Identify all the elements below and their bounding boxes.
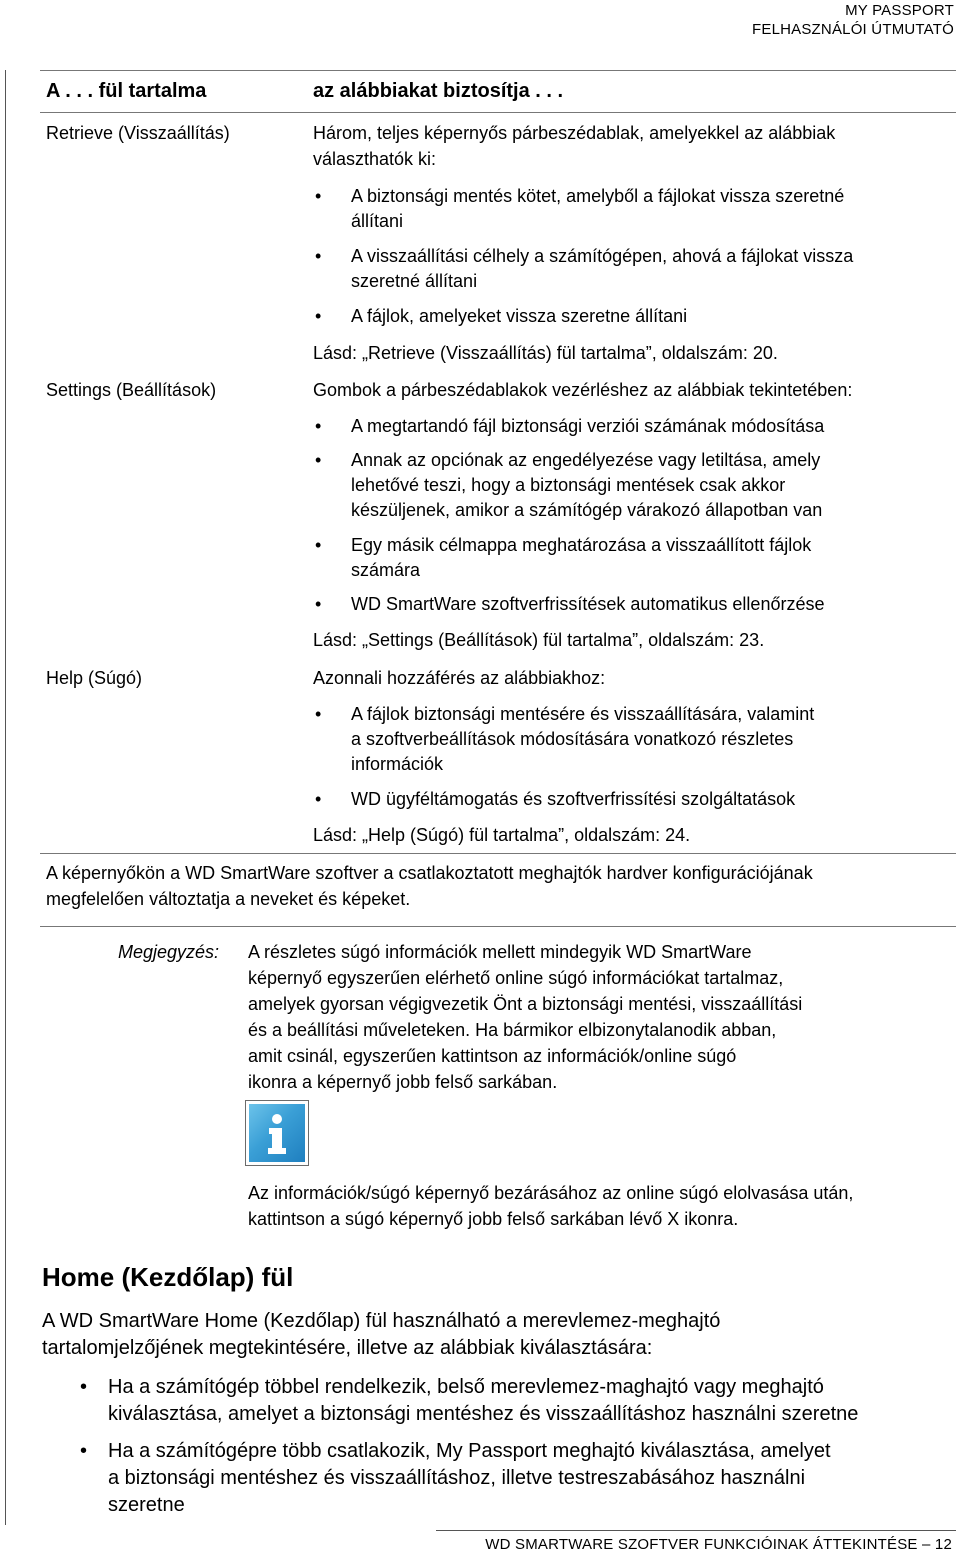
note-line: képernyő egyszerűen elérhető online súgó információkat tartalmaz, [248,968,784,988]
table-header-rule [40,112,956,113]
see-reference: Lásd: „Help (Súgó) fül tartalma”, oldalszám: 24. [313,825,691,845]
bullet-icon: • [315,416,322,436]
page-footer: WD SMARTWARE SZOFTVER FUNKCIÓINAK ÁTTEKINTÉSE – 12 [485,1536,952,1553]
bullet-icon: • [315,535,322,555]
row-label-settings: Settings (Beállítások) [46,380,217,400]
list-item-line: A biztonsági mentés kötet, amelyből a fájlokat vissza szeretné [351,186,845,206]
list-item-line: A fájlok, amelyeket vissza szeretne állítani [351,306,688,326]
list-item-line: számára [351,560,421,580]
bullet-icon: • [315,789,322,809]
note-line: A részletes súgó információk mellett mindegyik WD SmartWare [248,942,752,962]
list-item-line: a szoftverbeállítások módosítására vonatkozó részletes [351,729,794,749]
page-header [752,1,954,39]
intro-line: tartalomjelzőjének megtekintésére, illetve az alábbiak kiválasztására: [42,1337,653,1359]
section-intro [42,1308,720,1362]
list-item [315,414,825,439]
note-line: és a beállítási műveleteken. Ha bármikor elbizonytalanodik abban, [248,1020,777,1040]
list-item [315,184,845,234]
list-item-line: Ha a számítógépre több csatlakozik, My Passport meghajtó kiválasztása, amelyet [108,1440,831,1462]
header-doc-title: FELHASZNÁLÓI ÚTMUTATÓ [752,21,954,38]
row-intro-line: Azonnali hozzáférés az alábbiakhoz: [313,668,606,688]
table-header-col2: az alábbiakat biztosítja . . . [313,80,564,102]
bullet-icon: • [315,186,322,206]
note-line: amelyek gyorsan végigvezetik Önt a biztonsági mentési, visszaállítási [248,994,803,1014]
bullet-icon: • [80,1376,88,1398]
section-heading: Home (Kezdőlap) fül [42,1262,294,1292]
list-item [315,448,823,523]
bullet-icon: • [315,450,322,470]
see-reference: Lásd: „Settings (Beállítások) fül tartalma”, oldalszám: 23. [313,630,765,650]
bullet-icon: • [315,246,322,266]
list-item [315,244,854,294]
note-label: Megjegyzés: [118,942,220,962]
note-after-text [248,1180,853,1232]
list-item-line: a biztonsági mentéshez és visszaállításhoz, illetve testreszabásához használni [108,1467,806,1489]
list-item [315,533,812,583]
list-item [315,592,825,617]
footnote-line: megfelelően változtatja a neveket és képeket. [46,889,411,909]
list-item [80,1374,859,1428]
list-item-line: A fájlok biztonsági mentésére és visszaállítására, valamint [351,704,815,724]
footer-rule [436,1530,956,1531]
list-item-line: szeretne [108,1494,185,1516]
note-line: amit csinál, egyszerűen kattintson az információk/online súgó [248,1046,737,1066]
list-item-line: szeretné állítani [351,271,478,291]
bullet-icon: • [315,704,322,724]
bullet-icon: • [315,306,322,326]
intro-line: A WD SmartWare Home (Kezdőlap) fül használható a merevlemez-meghajtó [42,1310,721,1332]
row-label-help: Help (Súgó) [46,668,143,688]
table-bottom-rule [40,926,956,927]
list-item-line: információk [351,754,444,774]
row-intro-line: Gombok a párbeszédablakok vezérléshez az alábbiak tekintetében: [313,380,853,400]
list-item-line: A visszaállítási célhely a számítógépen, ahová a fájlokat vissza [351,246,854,266]
list-item [315,304,688,329]
table-top-rule [40,70,956,71]
list-item-line: lehetővé teszi, hogy a biztonsági mentések csak akkor [351,475,786,495]
note-after-line: kattintson a súgó képernyő jobb felső sarkában lévő X ikonra. [248,1209,739,1229]
row-intro-line: választhatók ki: [313,149,437,169]
list-item-line: A megtartandó fájl biztonsági verziói számának módosítása [351,416,825,436]
list-item-line: Annak az opciónak az engedélyezése vagy letiltása, amely [351,450,821,470]
list-item [315,787,796,812]
table-footnote-rule [40,853,956,854]
see-reference: Lásd: „Retrieve (Visszaállítás) fül tartalma”, oldalszám: 20. [313,343,778,363]
bullet-icon: • [80,1440,88,1462]
note-line: ikonra a képernyő jobb felső sarkában. [248,1072,558,1092]
footnote-line: A képernyőkön a WD SmartWare szoftver a csatlakoztatott meghajtók hardver konfigurációjának [46,863,813,883]
list-item-line: Ha a számítógép többel rendelkezik, belső merevlemez-maghajtó vagy meghajtó [108,1376,824,1398]
list-item-line: kiválasztása, amelyet a biztonsági mentéshez és visszaállításhoz használni szeretne [108,1403,859,1425]
row-label-retrieve: Retrieve (Visszaállítás) [46,123,230,143]
row-intro-line: Három, teljes képernyős párbeszédablak, amelyekkel az alábbiak [313,123,836,143]
list-item-line: Egy másik célmappa meghatározása a visszaállított fájlok [351,535,812,555]
list-item-line: WD ügyféltámogatás és szoftverfrissítési szolgáltatások [351,789,796,809]
info-icon [245,1100,309,1166]
header-product: MY PASSPORT [845,2,954,19]
left-margin-rule [5,70,6,1525]
list-item [80,1438,831,1519]
table-footnote [46,860,813,912]
list-item [315,702,815,777]
list-item-line: készüljenek, amikor a számítógép várakozó állapotban van [351,500,823,520]
bullet-icon: • [315,594,322,614]
table-header-col1: A . . . fül tartalma [46,80,207,102]
note-text [248,939,802,1095]
list-item-line: WD SmartWare szoftverfrissítések automatikus ellenőrzése [351,594,825,614]
note-after-line: Az információk/súgó képernyő bezárásához az online súgó elolvasása után, [248,1183,854,1203]
list-item-line: állítani [351,211,404,231]
